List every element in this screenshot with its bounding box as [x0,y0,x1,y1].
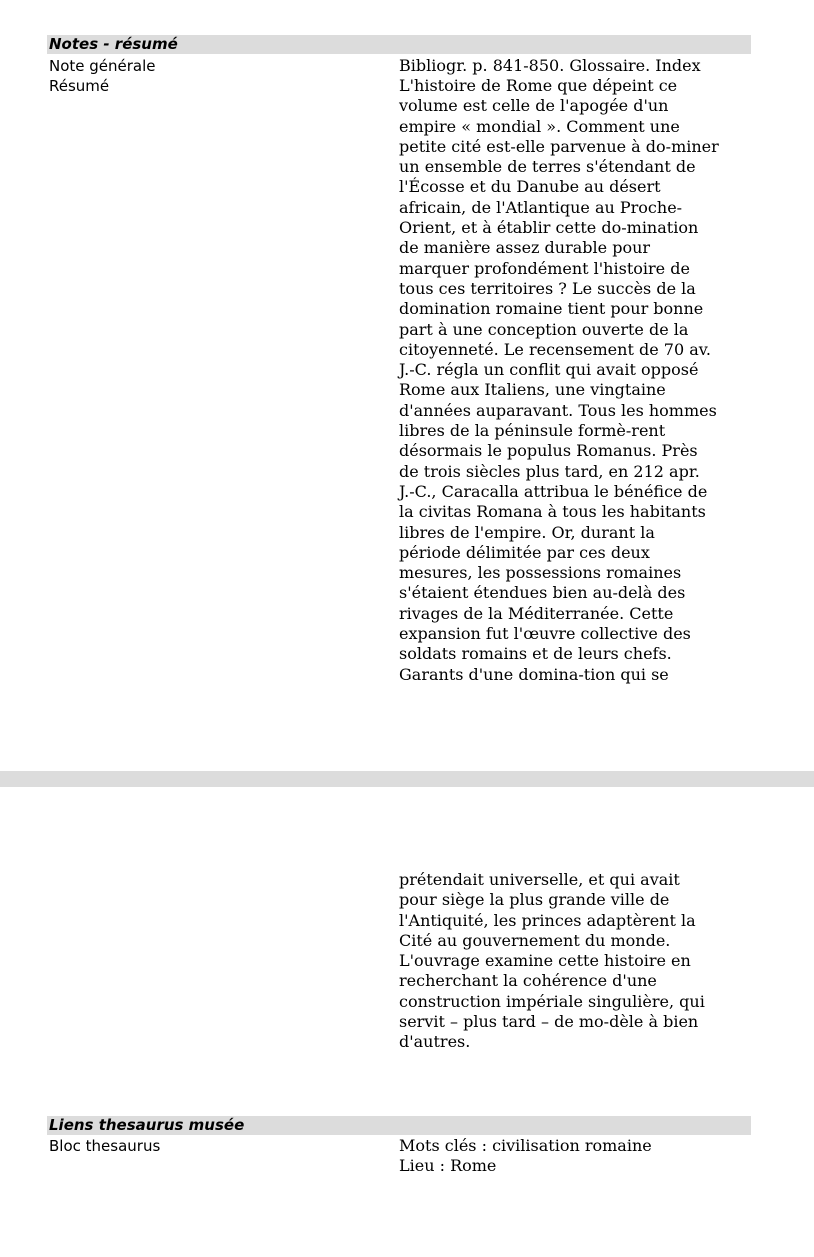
resume-line: de manière assez durable pour [399,238,651,258]
resume-label: Résumé [49,77,110,95]
resume-line: tous ces territoires ? Le succès de la [399,278,696,298]
resume-line: marquer profondément l'histoire de [399,258,690,278]
page-break [0,771,814,787]
resume-line: libres de l'empire. Or, durant la [399,522,655,542]
resume-line: d'années auparavant. Tous les hommes [399,400,717,420]
thesaurus-line: Mots clés : civilisation romaine [399,1136,652,1155]
resume-line: citoyenneté. Le recensement de 70 av. [399,339,711,359]
resume-line: prétendait universelle, et qui avait [399,870,680,889]
resume-line: de trois siècles plus tard, en 212 apr. [399,461,700,481]
notes-section-title: Notes - résumé [49,35,178,53]
resume-line: l'Antiquité, les princes adaptèrent la [399,910,696,930]
notes-section-header [47,35,751,54]
bloc-thesaurus-value [399,1136,754,1177]
resume-text-page1 [399,76,754,685]
resume-line: L'ouvrage examine cette histoire en [399,951,691,971]
resume-line: l'Écosse et du Danube au désert [399,177,661,197]
resume-line: mesures, les possessions romaines [399,563,682,583]
resume-line: volume est celle de l'apogée d'un [399,96,669,116]
resume-line: désormais le populus Romanus. Près [399,441,698,461]
resume-line: L'histoire de Rome que dépeint ce [399,76,678,95]
resume-line: Rome aux Italiens, une vingtaine [399,380,666,400]
resume-line: part à une conception ouverte de la [399,319,689,339]
resume-line: Garants d'une domina-tion qui se [399,664,669,684]
resume-line: un ensemble de terres s'étendant de [399,157,696,177]
resume-line: libres de la péninsule formè-rent [399,421,666,441]
resume-line: petite cité est-elle parvenue à do-miner [399,136,719,156]
resume-line: J.-C., Caracalla attribua le bénéfice de [399,481,708,501]
resume-line: expansion fut l'œuvre collective des [399,624,691,644]
resume-line: empire « mondial ». Comment une [399,116,680,136]
resume-line: construction impériale singulière, qui [399,991,705,1011]
resume-line: africain, de l'Atlantique au Proche- [399,197,683,217]
resume-line: servit – plus tard – de mo-dèle à bien [399,1012,699,1032]
resume-text-page2 [399,870,754,1053]
resume-line: pour siège la plus grande ville de [399,890,670,910]
resume-line: J.-C. régla un conflit qui avait opposé [399,360,699,380]
thesaurus-section-title: Liens thesaurus musée [49,1116,245,1134]
thesaurus-section-header [47,1116,751,1135]
resume-line: période délimitée par ces deux [399,542,650,562]
resume-line: s'étaient étendues bien au-delà des [399,583,686,603]
resume-line: domination romaine tient pour bonne [399,299,704,319]
resume-line: la civitas Romana à tous les habitants [399,502,706,522]
resume-line: d'autres. [399,1032,471,1052]
resume-line: soldats romains et de leurs chefs. [399,644,672,664]
note-generale-value [399,56,754,76]
resume-line: recherchant la cohérence d'une [399,971,657,991]
thesaurus-line: Lieu : Rome [399,1156,497,1176]
note-generale-label: Note générale [49,57,156,75]
resume-line: rivages de la Méditerranée. Cette [399,603,674,623]
bloc-thesaurus-label: Bloc thesaurus [49,1137,161,1155]
note-generale-text: Bibliogr. p. 841-850. Glossaire. Index [399,56,701,75]
resume-line: Orient, et à établir cette do-mination [399,218,699,238]
resume-line: Cité au gouvernement du monde. [399,930,671,950]
